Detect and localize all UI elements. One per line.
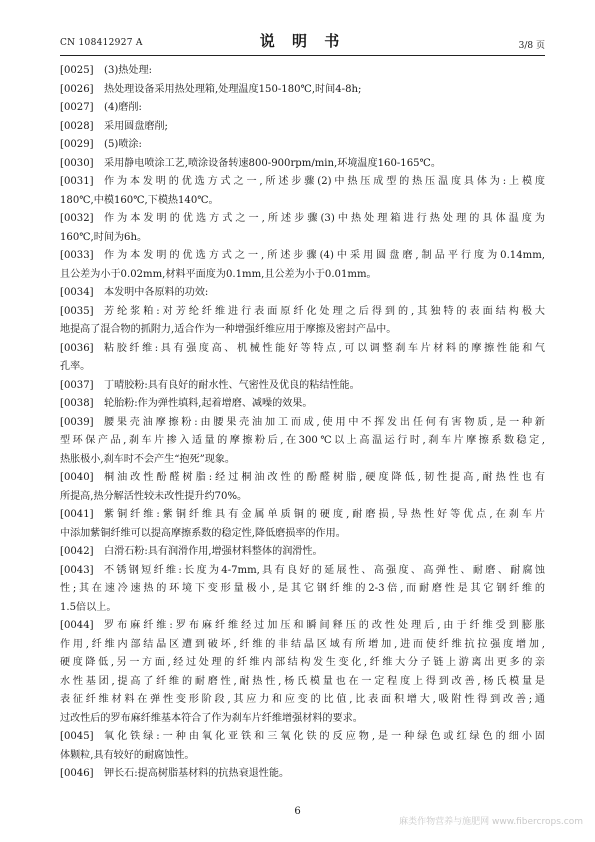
paragraph-line: 中添加紫铜纤维可以提高摩擦系数的稳定性,降低磨损率的作用。 — [60, 527, 346, 539]
paragraph-line: 氧化铁绿:一种由氧化亚铁和三氧化铁的反应物,是一种绿色或红绿色的细小固 — [104, 731, 545, 742]
paragraph-line: 性;其在速冷速热的环境下变形量极小,是其它钢纤维的2-3倍,而耐磨性是其它钢纤维的 — [60, 583, 545, 594]
header-rule — [60, 55, 545, 56]
paragraph-line: 采用圆盘磨削; — [104, 120, 168, 132]
paragraph-body — [104, 543, 545, 562]
paragraph-body — [104, 395, 545, 414]
paragraph — [60, 765, 545, 784]
paragraph-line: 紫铜纤维:紫铜纤维具有金属单质铜的硬度,耐磨损,导热性好等优点,在刹车片 — [104, 509, 545, 520]
paragraph — [60, 118, 545, 137]
paragraph-body — [104, 136, 545, 155]
paragraph-line: 本发明中各原料的功效: — [104, 287, 209, 298]
paragraph-number: [0040] — [60, 472, 94, 483]
paragraph-line: (4)磨削: — [104, 102, 142, 113]
paragraph — [60, 173, 545, 210]
paragraph-body — [104, 62, 545, 81]
paragraph-line: 粘胶纤维:具有强度高、机械性能好等特点,可以调整刹车片材料的摩擦性能和气 — [104, 342, 545, 354]
paragraph-number: [0041] — [60, 509, 94, 520]
paragraph-line: 作为本发明的优选方式之一,所述步骤(3)中热处理箱进行热处理的具体温度为 — [104, 213, 545, 224]
paragraph-line: 热处理设备采用热处理箱,处理温度150-180℃,时间4-8h; — [104, 83, 362, 95]
paragraph-number: [0029] — [60, 139, 94, 150]
paragraph — [60, 377, 545, 396]
paragraph — [60, 340, 545, 377]
paragraph-number: [0043] — [60, 564, 94, 576]
paragraph-line: 白滑石粉:具有润滑作用,增强材料整体的润滑性。 — [104, 546, 323, 557]
paragraph-line: 钾长石:提高树脂基材料的抗热衰退性能。 — [104, 768, 290, 779]
paragraph — [60, 414, 545, 470]
paragraph-number: [0027] — [60, 102, 94, 113]
paragraph — [60, 284, 545, 303]
paragraph-body — [104, 81, 545, 100]
paragraph-line: 作为本发明的优选方式之一,所述步骤(2)中热压成型的热压温度具体为:上模度 — [104, 176, 545, 187]
paragraph-line: 热胀极小,刹车时不会产生“抱死”现象。 — [60, 453, 236, 465]
paragraph-number: [0026] — [60, 83, 94, 95]
paragraph — [60, 247, 545, 284]
paragraph-number: [0046] — [60, 768, 94, 779]
paragraph-line: 型环保产品,刹车片掺入适量的摩擦粉后,在300℃以上高温运行时,刹车片摩擦系数稳定, — [60, 435, 545, 446]
paragraph-body — [104, 99, 545, 118]
paragraph-number: [0045] — [60, 731, 94, 742]
paragraph — [60, 303, 545, 340]
paragraph-body — [104, 284, 545, 303]
paragraph-line: 且公差为小于0.02mm,材料平面度为0.1mm,且公差为小于0.01mm。 — [60, 268, 377, 280]
paragraph-number: [0036] — [60, 342, 94, 354]
paragraph-line: (3)热处理: — [104, 65, 152, 76]
paragraph-number: [0030] — [60, 157, 94, 169]
paragraph-line: 体颗粒,具有较好的耐腐蚀性。 — [60, 749, 195, 761]
paragraph-number: [0042] — [60, 546, 94, 557]
paragraph — [60, 469, 545, 506]
paragraph-line: 表征纤维材料在弹性变形阶段,其应力和应变的比值,比表面积增大,吸附性得到改善;通 — [60, 694, 545, 705]
paragraph — [60, 155, 545, 174]
paragraph-line: 所提高,热分解活性较未改性提升约70%。 — [60, 490, 248, 502]
paragraph-number: [0037] — [60, 379, 94, 391]
document-title: 说 明 书 — [259, 32, 346, 50]
paragraph-number: [0028] — [60, 120, 94, 132]
paragraph — [60, 99, 545, 118]
paragraph-number: [0032] — [60, 213, 94, 224]
paragraph-line: 芳纶浆粕:对芳纶纤维进行表面原纤化处理之后得到的,其独特的表面结构极大 — [104, 305, 545, 317]
page-header — [60, 26, 545, 54]
paragraph-line: 作为本发明的优选方式之一,所述步骤(4)中采用圆盘磨,制品平行度为0.14mm, — [104, 250, 545, 261]
paragraph-number: [0025] — [60, 65, 94, 76]
paragraph — [60, 728, 545, 765]
paragraph-body — [104, 765, 545, 784]
paragraph-line: 过改性后的罗布麻纤维基本符合了作为刹车片纤维增强材料的要求。 — [60, 712, 363, 724]
paragraph-body — [104, 155, 545, 174]
paragraph-number: [0034] — [60, 287, 94, 298]
paragraph-body — [104, 377, 545, 396]
paragraph-line: 孔率。 — [60, 361, 91, 372]
paragraph-line: 桐油改性酚醛树脂:经过桐油改性的酚醛树脂,硬度降低,韧性提高,耐热性也有 — [104, 472, 545, 483]
paragraph-line: 硬度降低,另一方面,经过处理的纤维内部结构发生变化,纤维大分子链上游离出更多的亲 — [60, 657, 545, 668]
paragraph-line: 采用静电喷涂工艺,喷涂设备转速800-900rpm/min,环境温度160-165℃。 — [104, 157, 441, 169]
paragraph-number: [0038] — [60, 398, 94, 409]
paragraph — [60, 62, 545, 81]
paragraph-line: 丁晴胶粉:具有良好的耐水性、气密性及优良的粘结性能。 — [104, 379, 360, 391]
paragraph-number: [0044] — [60, 620, 94, 631]
paragraph-line: 水性基团,提高了纤维的耐磨性,耐热性,杨氏模量也在一定程度上得到改善,杨氏模量是 — [60, 675, 545, 687]
paragraph — [60, 136, 545, 155]
paragraph-number: [0039] — [60, 416, 94, 428]
paragraph-line: 不锈钢短纤维:长度为4-7mm,具有良好的延展性、高强度、高弹性、耐磨、耐腐蚀 — [104, 564, 545, 576]
paragraph — [60, 506, 545, 543]
paragraph-number: [0031] — [60, 176, 94, 187]
paragraph — [60, 395, 545, 414]
paragraph-number: [0035] — [60, 305, 94, 317]
paragraph-line: 罗布麻纤维:罗布麻纤维经过加压和瞬间释压的改性处理后,由于纤维受到膨胀 — [104, 620, 545, 631]
paragraph-line: (5)喷涂: — [104, 139, 142, 150]
page-number: 6 — [294, 806, 301, 817]
paragraph — [60, 617, 545, 728]
paragraph-line: 轮胎粉:作为弹性填料,起着增磨、减噪的效果。 — [104, 398, 313, 409]
paragraph-list — [60, 62, 545, 784]
paragraph-line: 地提高了混合物的抓附力,适合作为一种增强纤维应用于摩擦及密封产品中。 — [60, 324, 397, 335]
paragraph — [60, 543, 545, 562]
paragraph-body — [104, 118, 545, 137]
paragraph-line: 腰果壳油摩擦粉:由腰果壳油加工而成,使用中不挥发出任何有害物质,是一种新 — [104, 416, 545, 428]
paragraph-line: 1.5倍以上。 — [60, 601, 117, 613]
paragraph — [60, 81, 545, 100]
paragraph-number: [0033] — [60, 250, 94, 261]
paragraph-line: 160℃,时间为6h。 — [60, 231, 148, 243]
patent-number: CN 108412927 A — [60, 38, 143, 48]
paragraph-line: 作用,纤维内部结晶区遭到破坏,纤维的非结晶区域有所增加,进而使纤维抗拉强度增加, — [60, 638, 545, 650]
paragraph — [60, 562, 545, 618]
paragraph-line: 180℃,中模160℃,下模热140℃。 — [60, 194, 219, 206]
paragraph — [60, 210, 545, 247]
page-indicator: 3/8 页 — [518, 41, 545, 51]
site-watermark: 麻类作物营养与施肥网 www.fibercrops.com — [399, 817, 583, 827]
